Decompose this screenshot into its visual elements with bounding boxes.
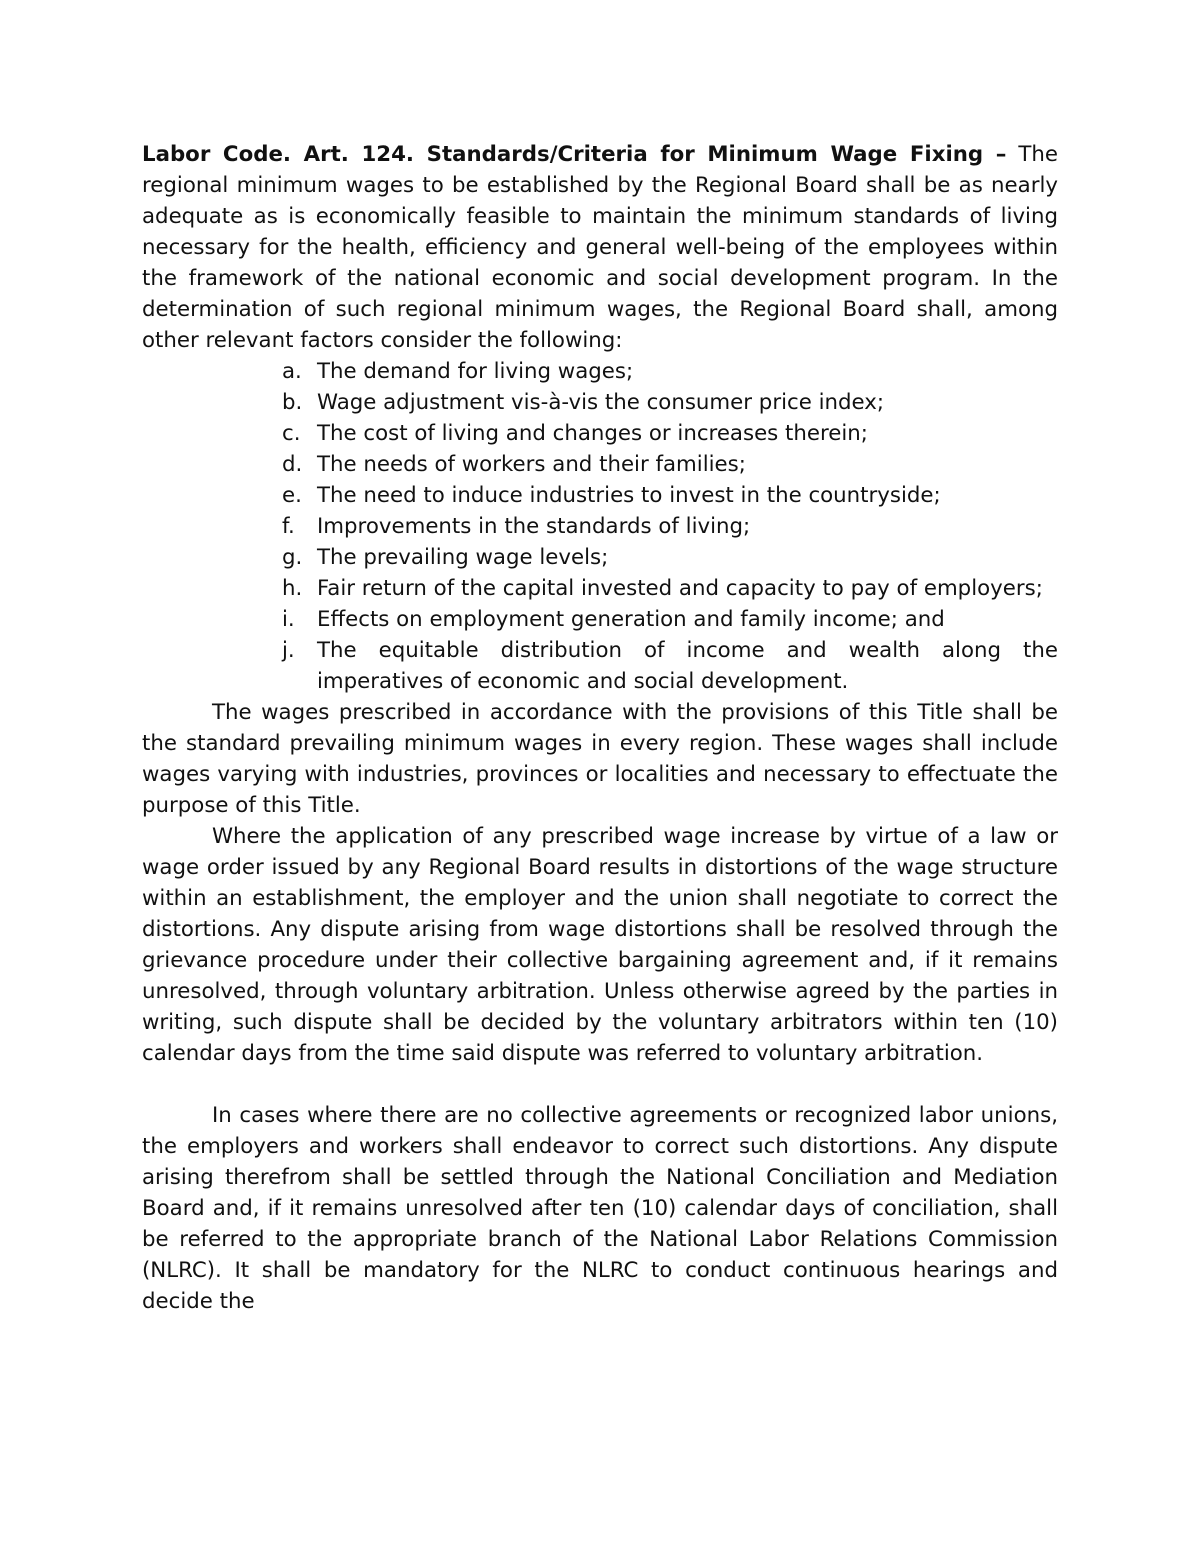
list-marker: d.	[282, 452, 303, 477]
list-item	[272, 635, 1058, 697]
list-item	[272, 511, 1058, 542]
list-item-text: Effects on employment generation and family income; and	[317, 607, 945, 632]
list-marker: e.	[282, 483, 302, 508]
list-item	[272, 604, 1058, 635]
list-item	[272, 356, 1058, 387]
list-item-text: The prevailing wage levels;	[317, 545, 609, 570]
list-item-text: The demand for living wages;	[317, 359, 634, 384]
list-item	[272, 387, 1058, 418]
list-marker: h.	[282, 576, 303, 601]
intro-paragraph	[142, 139, 1058, 356]
list-item-text: Improvements in the standards of living;	[317, 514, 751, 539]
list-item-text: The cost of living and changes or increases therein;	[317, 421, 868, 446]
list-item	[272, 542, 1058, 573]
list-item	[272, 449, 1058, 480]
distortions-paragraph: Where the application of any prescribed wage increase by virtue of a law or wage order issued by any Regional Board results in distortions of the wage structure within an establishment, the employer and the union shall negotiate to correct the distortions. Any dispute arising from wage distortions shall be resolved through the grievance procedure under their collective bargaining agreement and, if it remains unresolved, through voluntary arbitration. Unless otherwise agreed by the parties in writing, such dispute shall be decided by the voluntary arbitrators within ten (10) calendar days from the time said dispute was referred to voluntary arbitration.	[142, 824, 1058, 1066]
wages-paragraph: The wages prescribed in accordance with the provisions of this Title shall be the standard prevailing minimum wages in every region. These wages shall include wages varying with industries, provinces or localities and necessary to effectuate the purpose of this Title.	[142, 700, 1058, 818]
list-item-text: The equitable distribution of income and wealth along the imperatives of economic and social development.	[317, 638, 1058, 694]
intro-text: The regional minimum wages to be established by the Regional Board shall be as nearly adequate as is economically feasible to maintain the minimum standards of living necessary for the health, efficiency and general well-being of the employees within the framework of the national economic and social development program. In the determination of such regional minimum wages, the Regional Board shall, among other relevant factors consider the following:	[142, 142, 1058, 353]
list-marker: c.	[282, 421, 301, 446]
list-marker: a.	[282, 359, 302, 384]
list-marker: b.	[282, 390, 303, 415]
article-heading: Labor Code. Art. 124. Standards/Criteria for Minimum Wage Fixing –	[142, 142, 1007, 167]
list-item-text: The need to induce industries to invest in the countryside;	[317, 483, 941, 508]
list-item	[272, 573, 1058, 604]
list-item	[272, 418, 1058, 449]
list-item-text: Wage adjustment vis-à-vis the consumer price index;	[317, 390, 885, 415]
no-cba-paragraph: In cases where there are no collective agreements or recognized labor unions, the employers and workers shall endeavor to correct such distortions. Any dispute arising therefrom shall be settled through the National Conciliation and Mediation Board and, if it remains unresolved after ten (10) calendar days of conciliation, shall be referred to the appropriate branch of the National Labor Relations Commission (NLRC). It shall be mandatory for the NLRC to conduct continuous hearings and decide the	[142, 1103, 1058, 1314]
document-page	[142, 139, 1058, 1317]
list-item-text: Fair return of the capital invested and capacity to pay of employers;	[317, 576, 1043, 601]
list-item-text: The needs of workers and their families;	[317, 452, 746, 477]
list-marker: i.	[282, 607, 295, 632]
list-marker: f.	[282, 514, 295, 539]
list-item	[272, 480, 1058, 511]
list-marker: g.	[282, 545, 303, 570]
list-marker: j.	[282, 638, 295, 663]
factors-list	[142, 356, 1058, 697]
paragraph-spacer	[142, 1069, 1058, 1100]
